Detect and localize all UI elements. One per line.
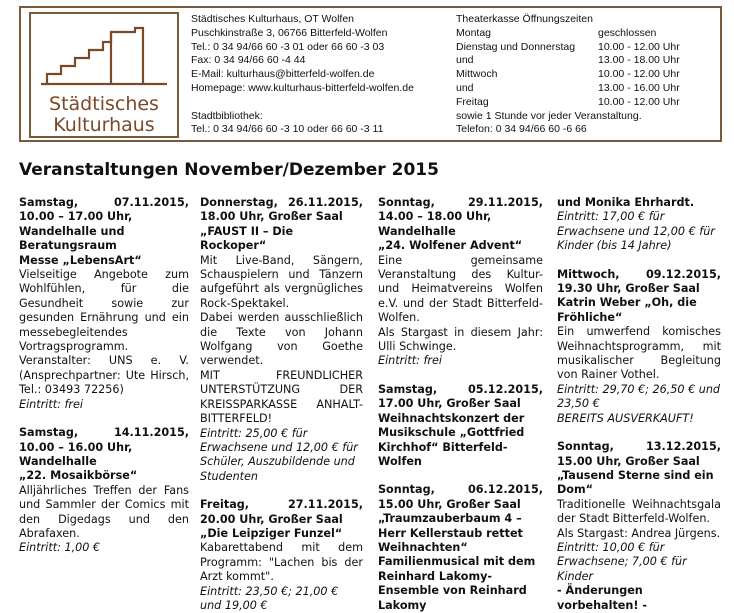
event-description: Kabarettabend mit dem Programm: "Lachen bis der Arzt kommt". <box>200 541 363 584</box>
box-office-phone: Telefon: 0 34 94/66 60 -6 66 <box>456 123 587 136</box>
hours-note: sowie 1 Stunde vor jeder Veranstaltung. <box>456 109 642 122</box>
event-date: Freitag, 27.11.2015, <box>200 498 363 512</box>
event-price: Eintritt: frei <box>378 354 442 368</box>
address-phone: Tel.: 0 34 94/66 60 -3 01 oder 66 60 -3 03 <box>191 40 385 53</box>
event-sponsor: MIT FREUNDLICHER UNTERSTÜTZUNG DER KREISSPARKASSE ANHALT-BITTERFELD! <box>200 368 363 426</box>
event-date: Samstag, 14.11.2015, <box>19 426 189 440</box>
event-description-2: Dabei werden ausschließlich die Texte von Johann Wolfgang von Goethe verwendet. <box>200 311 363 368</box>
event-weihnachtskonzert <box>378 383 543 469</box>
hours-day: Dienstag und Donnerstag <box>456 40 576 53</box>
event-guest: Als Stargast in diesem Jahr: Ulli Schwinge. <box>378 325 543 354</box>
hours-time: geschlossen <box>598 26 657 39</box>
page-title: Veranstaltungen November/Dezember 2015 <box>19 160 439 180</box>
hours-row <box>456 68 721 82</box>
event-price: Eintritt: 17,00 € für Erwachsene und 12,00 € für Kinder (bis 14 Jahre) <box>557 210 715 253</box>
event-organizer: Veranstalter: UNS e. V. (Ansprechpartner: Ute Hirsch, Tel.: 03493 72256) <box>19 354 189 397</box>
hours-day: Montag <box>456 26 492 39</box>
event-time-location: 15.00 Uhr, Großer Saal <box>557 454 700 468</box>
event-title: Weihnachtskonzert der Musikschule „Gottfried Kirchhof“ Bitterfeld-Wolfen <box>378 411 525 468</box>
column-2 <box>200 196 363 613</box>
event-time-location: 20.00 Uhr, Großer Saal <box>200 512 343 526</box>
event-price: Eintritt: frei <box>19 397 83 411</box>
address-fax: Fax: 0 34 94/66 60 -4 44 <box>191 54 306 67</box>
address-homepage: Homepage: www.kulturhaus-bitterfeld-wolfen.de <box>191 81 414 94</box>
event-price: Eintritt: 1,00 € <box>19 541 101 555</box>
event-description: Eine gemeinsame Veranstaltung des Kultur- und Heimatvereins Wolfen e.V. und der Stadt Bitterfeld-Wolfen. <box>378 253 543 325</box>
event-title: „Tausend Sterne sind ein Dom“ <box>557 468 714 497</box>
event-date: Sonntag, 13.12.2015, <box>557 440 721 454</box>
event-description: Vielseitige Angebote zum Wohlfühlen, für die Gesundheit sowie zur gesunden Ernährung und ein messebegleitendes Vortragsprogramm. <box>19 268 189 354</box>
column-3 <box>378 196 543 613</box>
event-time-location: 15.00 Uhr, Großer Saal <box>378 497 521 511</box>
event-faust <box>200 196 363 484</box>
spacer <box>191 96 461 110</box>
event-time-location: 10.00 – 16.00 Uhr, Wandelhalle <box>19 440 133 468</box>
hours-row <box>456 96 721 110</box>
hours-time: 13.00 - 16.00 Uhr <box>598 81 680 94</box>
building-logo-icon <box>31 14 177 94</box>
hours-time: 10.00 - 12.00 Uhr <box>598 95 680 108</box>
event-title: „Traumzauberbaum 4 – Herr Kellerstaub rettet Weihnachten“ <box>378 512 523 554</box>
logo <box>29 12 179 138</box>
event-description: Traditionelle Weihnachtsgala der Stadt Bitterfeld-Wolfen. <box>557 497 721 526</box>
event-lebensart <box>19 196 189 412</box>
event-time-location: 18.00 Uhr, Großer Saal <box>200 210 343 224</box>
event-mosaikboerse <box>19 426 189 556</box>
event-title: Messe „LebensArt“ <box>19 253 142 267</box>
column-1 <box>19 196 189 570</box>
event-price: Eintritt: 29,70 €; 26,50 € und 23,50 € <box>557 382 721 411</box>
event-description: Ein umwerfend komisches Weihnachtsprogramm, mit musikalischer Begleitung von Rainer Vothel. <box>557 325 721 382</box>
event-time-location: 19.30 Uhr, Großer Saal <box>557 282 700 296</box>
event-price: Eintritt: 25,00 € für Erwachsene und 12,00 € für Schüler, Auszubildende und Studenten <box>200 426 358 483</box>
box-office-hours <box>456 13 721 137</box>
header-box <box>19 6 722 142</box>
event-tausend-sterne <box>557 440 721 613</box>
event-price: Eintritt: 23,50 €; 21,00 € und 19,00 € <box>200 584 339 612</box>
hours-day: Mittwoch <box>456 68 498 81</box>
address-name: Städtisches Kulturhaus, OT Wolfen <box>191 13 355 25</box>
hours-day: und <box>456 54 474 67</box>
event-title: „24. Wolfener Advent“ <box>378 239 523 253</box>
logo-line-2: Kulturhaus <box>53 114 155 136</box>
logo-line-1: Städtisches <box>49 93 159 115</box>
event-date: Sonntag, 06.12.2015, <box>378 483 543 497</box>
hours-row <box>456 41 721 55</box>
address-street: Puschkinstraße 3, 06766 Bitterfeld-Wolfen <box>191 26 388 39</box>
address-block <box>191 13 461 137</box>
event-subtitle: Familienmusical mit dem Reinhard Lakomy-Ensemble von Reinhard Lakomy <box>378 555 536 612</box>
event-time-location: 17.00 Uhr, Großer Saal <box>378 397 521 411</box>
library-phone: Tel.: 0 34 94/66 60 -3 10 oder 66 60 -3 11 <box>191 123 384 136</box>
event-guest: Als Stargast: Andrea Jürgens. <box>557 526 721 540</box>
library-label: Stadtbibliothek: <box>191 109 263 122</box>
event-title: „Die Leipziger Funzel“ <box>200 526 343 540</box>
event-date: Donnerstag, 26.11.2015, <box>200 196 363 209</box>
event-title: „FAUST II – Die Rockoper“ <box>200 224 294 253</box>
event-time-location: 10.00 – 17.00 Uhr, Wandelhalle und Beratungsraum <box>19 210 133 253</box>
hours-time: 10.00 - 12.00 Uhr <box>598 68 680 81</box>
hours-day: und <box>456 81 474 94</box>
hours-row <box>456 82 721 96</box>
sold-out-note: BEREITS AUSVERKAUFT! <box>557 411 694 425</box>
event-date: Mittwoch, 09.12.2015, <box>557 267 721 281</box>
event-description: Alljährliches Treffen der Fans und Sammler der Comics mit den Digedags und den Abrafaxen. <box>19 483 189 540</box>
event-title: „22. Mosaikbörse“ <box>19 469 138 483</box>
event-title: Katrin Weber „Oh, die Fröhliche“ <box>557 296 697 324</box>
event-price: Eintritt: 10,00 € für Erwachsene; 7,00 € für Kinder <box>557 540 687 583</box>
event-date: Samstag, 07.11.2015, <box>19 196 189 209</box>
event-traumzauberbaum-cont <box>557 196 721 254</box>
hours-time: 13.00 - 18.00 Uhr <box>598 54 680 67</box>
event-subtitle-cont: und Monika Ehrhardt. <box>557 196 695 209</box>
hours-day: Freitag <box>456 95 489 108</box>
event-description: Mit Live-Band, Sängern, Schauspielern und Tänzern aufgeführt als vergnügliches Rock-Spektakel. <box>200 253 363 310</box>
event-time-location: 14.00 – 18.00 Uhr, Wandelhalle <box>378 210 492 238</box>
event-wolfener-advent <box>378 196 543 369</box>
event-date: Samstag, 05.12.2015, <box>378 382 543 396</box>
event-date: Sonntag, 29.11.2015, <box>378 196 543 209</box>
event-katrin-weber <box>557 268 721 426</box>
hours-row <box>456 27 721 41</box>
changes-reserved-note: - Änderungen vorbehalten! - <box>557 584 647 612</box>
event-leipziger-funzel <box>200 498 363 613</box>
event-traumzauberbaum <box>378 483 543 613</box>
hours-row <box>456 54 721 68</box>
column-4 <box>557 196 721 613</box>
hours-title: Theaterkasse Öffnungszeiten <box>456 13 593 25</box>
hours-time: 10.00 - 12.00 Uhr <box>598 40 680 53</box>
address-email: E-Mail: kulturhaus@bitterfeld-wolfen.de <box>191 68 375 81</box>
